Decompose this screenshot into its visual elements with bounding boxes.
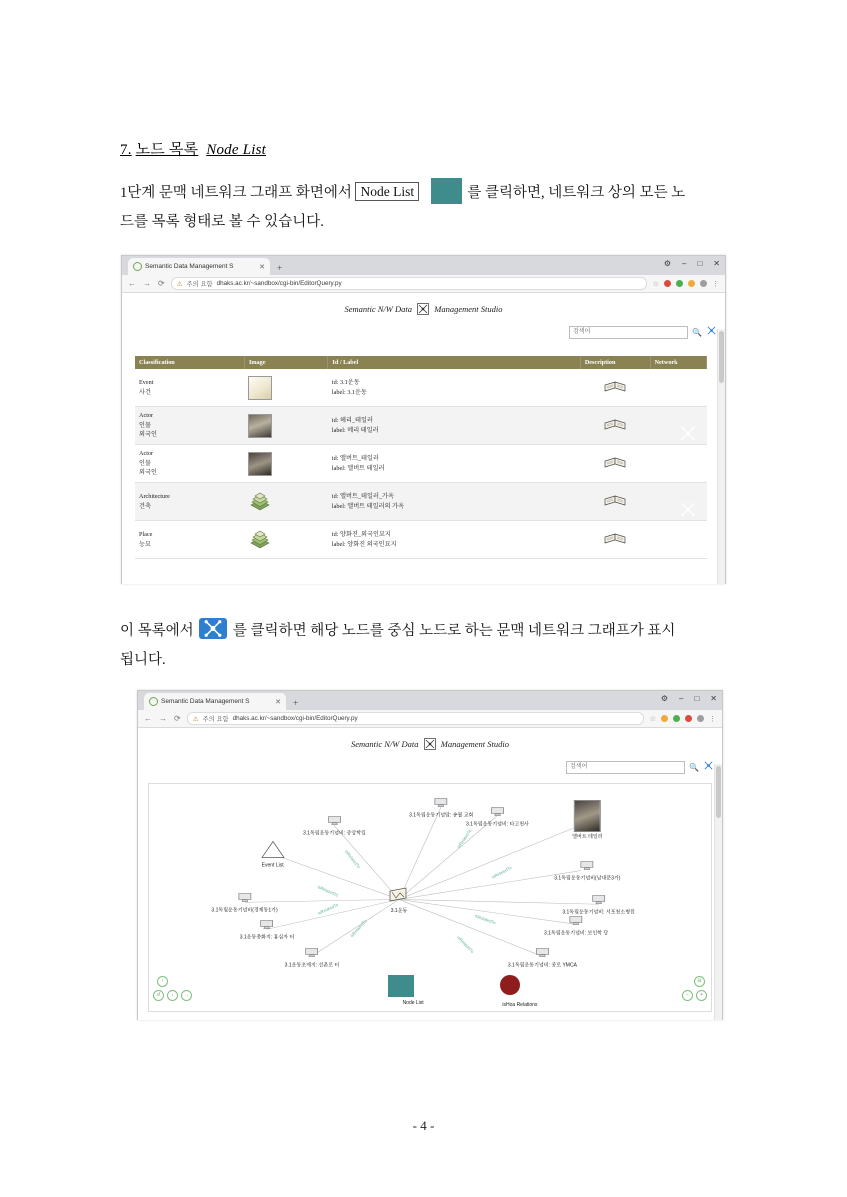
- graph-node-label: 3.1독립운동기념비: 종로 YMCA: [507, 962, 577, 969]
- graph-node[interactable]: [303, 813, 366, 836]
- node-label: label: 양화진 외국인묘지: [331, 540, 397, 548]
- app-title-left: Semantic N/W Data: [350, 739, 419, 749]
- graph-center-node[interactable]: [388, 886, 410, 914]
- column-id-label[interactable]: Id / Label: [328, 356, 580, 369]
- address-bar[interactable]: [171, 277, 647, 290]
- graph-node[interactable]: [409, 795, 473, 818]
- window-close-button[interactable]: ✕: [713, 259, 720, 268]
- favicon-icon: [149, 697, 158, 706]
- graph-node-photo[interactable]: [572, 800, 602, 840]
- cell-network: [650, 445, 706, 483]
- classification-ko: 인물: [139, 459, 151, 467]
- browser-tab[interactable]: [144, 693, 286, 710]
- profile-icon[interactable]: [697, 715, 704, 722]
- person-thumbnail: [574, 800, 601, 832]
- cell-id-label: [328, 521, 580, 559]
- cell-classification: [135, 445, 244, 483]
- paragraph-1: [120, 178, 727, 237]
- menu-icon[interactable]: ⋮: [709, 715, 716, 723]
- graph-node[interactable]: [554, 859, 620, 882]
- search-row: [569, 323, 717, 341]
- cell-description: [580, 445, 650, 483]
- pan-down-icon[interactable]: ↓: [167, 990, 178, 1001]
- classification-ko: 건축: [139, 502, 151, 510]
- node-id: id: 앨버트_테일러: [331, 454, 379, 462]
- network-icon[interactable]: [199, 618, 227, 639]
- warning-icon: ⚠: [176, 280, 183, 288]
- classification-ko2: 외국인: [139, 431, 157, 439]
- teal-swatch-inline: [431, 178, 462, 204]
- node-id: id: 양화진_외국인묘지: [331, 530, 391, 538]
- heading-number: 7.: [120, 142, 132, 158]
- classification-en: Place: [139, 531, 153, 538]
- minimize-button[interactable]: –: [679, 694, 684, 703]
- thumbnail-image[interactable]: [248, 529, 270, 551]
- graph-controls-right-bottom[interactable]: [682, 990, 707, 1001]
- app-title-right: Management Studio: [440, 739, 509, 749]
- edge-label: isRelatedTo: [490, 864, 513, 880]
- graph-node-label: 3.1독립운동기념탑: 송월 교회: [409, 812, 474, 819]
- graph-controls-left-top[interactable]: [157, 976, 168, 987]
- classification-ko: 능묘: [139, 540, 151, 548]
- gear-icon[interactable]: ⚙: [660, 694, 668, 703]
- node-id: id: 헤리_테일러: [331, 416, 373, 424]
- extension-icon-green[interactable]: [676, 280, 683, 287]
- cell-image: [244, 483, 327, 521]
- classification-ko: 사건: [139, 388, 151, 396]
- thumbnail-image[interactable]: [248, 491, 270, 513]
- search-input[interactable]: 검색어: [566, 761, 685, 774]
- classification-en: Actor: [139, 412, 154, 420]
- favicon-icon: [133, 262, 142, 271]
- web-page-body: [138, 728, 722, 1020]
- reload-icon[interactable]: ⟳: [158, 279, 165, 288]
- close-icon[interactable]: ✕: [275, 698, 281, 706]
- browser-window-node-list: [121, 255, 726, 584]
- graph-node[interactable]: [508, 945, 577, 968]
- pan-right-icon[interactable]: →: [181, 990, 192, 1001]
- security-label: 주의 요함: [186, 281, 213, 288]
- graph-node[interactable]: [240, 918, 295, 941]
- network-graph-canvas[interactable]: [148, 783, 712, 1012]
- search-icon[interactable]: 🔍: [692, 327, 702, 337]
- graph-node[interactable]: [466, 804, 529, 827]
- cell-description: [580, 407, 650, 445]
- browser-window-graph: [137, 690, 723, 1020]
- cell-network: [650, 521, 706, 559]
- tab-title: Semantic Data Management S: [145, 263, 234, 270]
- thumbnail-image[interactable]: [248, 414, 272, 438]
- bookmark-star-icon[interactable]: ☆: [649, 715, 656, 723]
- graph-node[interactable]: [285, 945, 340, 968]
- cell-image: [244, 521, 327, 559]
- back-icon[interactable]: ←: [128, 279, 136, 288]
- nav-buttons: [144, 714, 181, 723]
- paragraph-2-text-a: 이 목록에서: [120, 623, 194, 639]
- app-logo-icon: [417, 303, 429, 315]
- heading-korean: 노드 목록: [135, 142, 199, 158]
- browser-tab[interactable]: [128, 258, 270, 275]
- edge-label: isRelatedTo: [349, 918, 368, 938]
- window-close-button[interactable]: ✕: [710, 694, 717, 703]
- url-text: dhaks.ac.kr/~sandbox/cgi-bin/EditorQuery.py: [216, 280, 342, 287]
- paragraph-1-line-2: 드를 목록 형태로 볼 수 있습니다.: [120, 214, 324, 230]
- pan-left-icon[interactable]: ↺: [153, 990, 164, 1001]
- cell-description: [580, 521, 650, 559]
- graph-node-label: 3.1독립운동기념비(남대문3가): [554, 875, 621, 882]
- column-classification[interactable]: Classification: [135, 356, 244, 369]
- app-logo-icon: [424, 738, 436, 750]
- window-controls: [664, 259, 720, 268]
- classification-en: Architecture: [139, 493, 170, 500]
- cell-classification: [135, 483, 244, 521]
- edge-label: isRelatedTo: [456, 934, 476, 954]
- relations-legend-label: isHoa Relations: [502, 1002, 538, 1008]
- extension-icon-orange[interactable]: [661, 715, 668, 722]
- profile-icon[interactable]: [700, 280, 707, 287]
- book-icon[interactable]: [584, 531, 646, 548]
- table-row[interactable]: [135, 483, 707, 521]
- edge-label: isRelatedTo: [474, 913, 497, 926]
- app-header: [122, 293, 725, 315]
- book-icon[interactable]: [584, 379, 646, 396]
- page-title: [120, 138, 266, 159]
- new-tab-icon[interactable]: +: [277, 263, 283, 273]
- paragraph-2-line-2: 됩니다.: [120, 652, 166, 668]
- extension-icon-green[interactable]: [673, 715, 680, 722]
- window-controls: [661, 694, 717, 703]
- network-reset-icon[interactable]: [703, 758, 714, 776]
- node-id: id: 앨버트_테일러_가옥: [331, 492, 395, 500]
- heading-english: Node List: [206, 142, 267, 158]
- graph-node-label: 3.1독립운동기념비: 서포천소병원: [562, 909, 635, 916]
- cell-id-label: [328, 407, 580, 445]
- toolbar-icons: [650, 715, 716, 723]
- scrollbar-thumb[interactable]: [719, 331, 724, 383]
- web-page-body: [122, 293, 725, 584]
- cell-classification: [135, 369, 244, 407]
- paragraph-1-text-b: 를 클릭하면, 네트워크 상의 모든 노: [467, 185, 686, 201]
- browser-toolbar: [138, 710, 722, 728]
- classification-ko2: 외국인: [139, 469, 157, 477]
- app-title-left: Semantic N/W Data: [344, 304, 413, 314]
- classification-en: Event: [139, 379, 154, 386]
- cell-description: [580, 483, 650, 521]
- url-text: dhaks.ac.kr/~sandbox/cgi-bin/EditorQuery.py: [232, 715, 358, 722]
- node-id: id: 3.1운동: [331, 378, 360, 386]
- fit-view-icon[interactable]: ⊟: [694, 976, 705, 987]
- graph-controls-left-bottom[interactable]: [153, 990, 192, 1001]
- edge-label: isRelatedTo: [456, 828, 473, 850]
- paragraph-2-line-1: [120, 617, 727, 646]
- cell-classification: [135, 407, 244, 445]
- forward-icon[interactable]: →: [159, 714, 167, 723]
- edge-label: isRelatedTo: [316, 902, 339, 916]
- cell-id-label: [328, 483, 580, 521]
- paragraph-1-text-a: 1단계 문맥 네트워크 그래프 화면에서: [120, 185, 352, 201]
- graph-node-label: 3.1독립운동기념비(경제동1가): [211, 907, 278, 914]
- network-reset-icon[interactable]: [706, 323, 717, 341]
- table-row[interactable]: [135, 407, 707, 445]
- column-network[interactable]: Network: [650, 356, 706, 369]
- book-icon[interactable]: [584, 417, 646, 434]
- search-icon[interactable]: 🔍: [689, 762, 699, 772]
- node-list-button-inline[interactable]: Node List: [355, 182, 419, 201]
- browser-tabbar: [122, 256, 725, 275]
- graph-node[interactable]: [544, 913, 608, 936]
- back-icon[interactable]: ←: [144, 714, 152, 723]
- graph-node-label: 3.1운동초제지: 선촌로 터: [284, 962, 340, 969]
- search-row: [566, 758, 714, 776]
- node-label: label: 메리 테일러: [331, 426, 379, 434]
- paragraph-2: [120, 617, 727, 675]
- forward-icon[interactable]: →: [143, 279, 151, 288]
- browser-tabbar: [138, 691, 722, 710]
- cell-image: [244, 445, 327, 483]
- scrollbar[interactable]: [714, 764, 722, 1020]
- thumbnail-image[interactable]: [248, 376, 272, 400]
- extension-icon-orange[interactable]: [688, 280, 695, 287]
- graph-node-label: 3.1독립운동기념비: 보인학 당: [543, 930, 609, 937]
- graph-node-label: 앨버트 테일러: [572, 834, 603, 841]
- scrollbar[interactable]: [717, 329, 725, 584]
- paragraph-2-text-b: 를 클릭하면 해당 노드를 중심 노드로 하는 문맥 네트워크 그래프가 표시: [232, 623, 676, 639]
- node-label: label: 앨버트 테일러: [331, 464, 385, 472]
- table-row[interactable]: [135, 521, 707, 559]
- column-image[interactable]: Image: [244, 356, 327, 369]
- graph-node-label: 3.1독립운동기념비: 타고천사: [466, 821, 529, 828]
- cell-image: [244, 407, 327, 445]
- graph-controls-right-top[interactable]: [694, 976, 705, 987]
- reload-icon[interactable]: ⟳: [174, 714, 181, 723]
- warning-icon: ⚠: [192, 715, 199, 723]
- cell-network: [650, 369, 706, 407]
- graph-node[interactable]: [211, 891, 277, 914]
- book-icon[interactable]: [584, 493, 646, 510]
- search-input[interactable]: 검색어: [569, 326, 688, 339]
- node-list-table: [135, 356, 707, 559]
- cell-id-label: [328, 445, 580, 483]
- extension-icon-red[interactable]: [685, 715, 692, 722]
- graph-node-label: Event List: [261, 862, 284, 869]
- toolbar-icons: [653, 280, 719, 288]
- maximize-button[interactable]: □: [697, 259, 703, 268]
- classification-en: Actor: [139, 450, 154, 458]
- cell-classification: [135, 521, 244, 559]
- menu-icon[interactable]: ⋮: [712, 280, 719, 288]
- browser-toolbar: [122, 275, 725, 293]
- tab-title: Semantic Data Management S: [161, 698, 250, 705]
- classification-ko: 인물: [139, 421, 151, 429]
- column-description[interactable]: Description: [580, 356, 650, 369]
- graph-node-label: 3.1독립운동기념비: 중앙학림: [303, 830, 366, 837]
- cell-id-label: [328, 369, 580, 407]
- close-icon[interactable]: ✕: [259, 263, 265, 271]
- app-title-right: Management Studio: [434, 304, 503, 314]
- pan-up-icon[interactable]: ↑: [157, 976, 168, 987]
- graph-node-label: 3.1운동총화지: 홍십자 터: [239, 934, 295, 941]
- book-icon[interactable]: [584, 455, 646, 472]
- page-number: - 4 -: [412, 1118, 435, 1133]
- zoom-in-icon[interactable]: +: [696, 990, 707, 1001]
- security-label: 주의 요함: [202, 716, 229, 723]
- node-list-legend-swatch[interactable]: [388, 975, 414, 997]
- graph-center-label: 3.1운동: [390, 907, 408, 914]
- table-row[interactable]: [135, 369, 707, 407]
- gear-icon[interactable]: ⚙: [663, 259, 671, 268]
- extension-icon-red[interactable]: [664, 280, 671, 287]
- edge-label: isRelatedTo: [316, 884, 339, 898]
- maximize-button[interactable]: □: [694, 694, 700, 703]
- new-tab-icon[interactable]: +: [293, 698, 299, 708]
- edge-label: isRelatedTo: [343, 848, 362, 869]
- node-list-legend-label: Node List: [402, 1000, 424, 1006]
- table-header-row: [135, 356, 707, 369]
- paragraph-1-line-1: [120, 178, 727, 208]
- minimize-button[interactable]: –: [682, 259, 687, 268]
- node-label: label: 3.1운동: [331, 388, 367, 396]
- cell-network: [650, 483, 706, 521]
- zoom-out-icon[interactable]: −: [682, 990, 693, 1001]
- cell-image: [244, 369, 327, 407]
- address-bar[interactable]: [187, 712, 644, 725]
- nav-buttons: [128, 279, 165, 288]
- cell-description: [580, 369, 650, 407]
- scrollbar-thumb[interactable]: [716, 766, 721, 818]
- thumbnail-image[interactable]: [248, 452, 272, 476]
- table-row[interactable]: [135, 445, 707, 483]
- node-label: label: 앨버트 테일러의 가옥: [331, 502, 405, 510]
- app-header: [138, 728, 722, 750]
- bookmark-star-icon[interactable]: ☆: [652, 280, 659, 288]
- graph-node-event-list[interactable]: [260, 840, 286, 869]
- cell-network: [650, 407, 706, 445]
